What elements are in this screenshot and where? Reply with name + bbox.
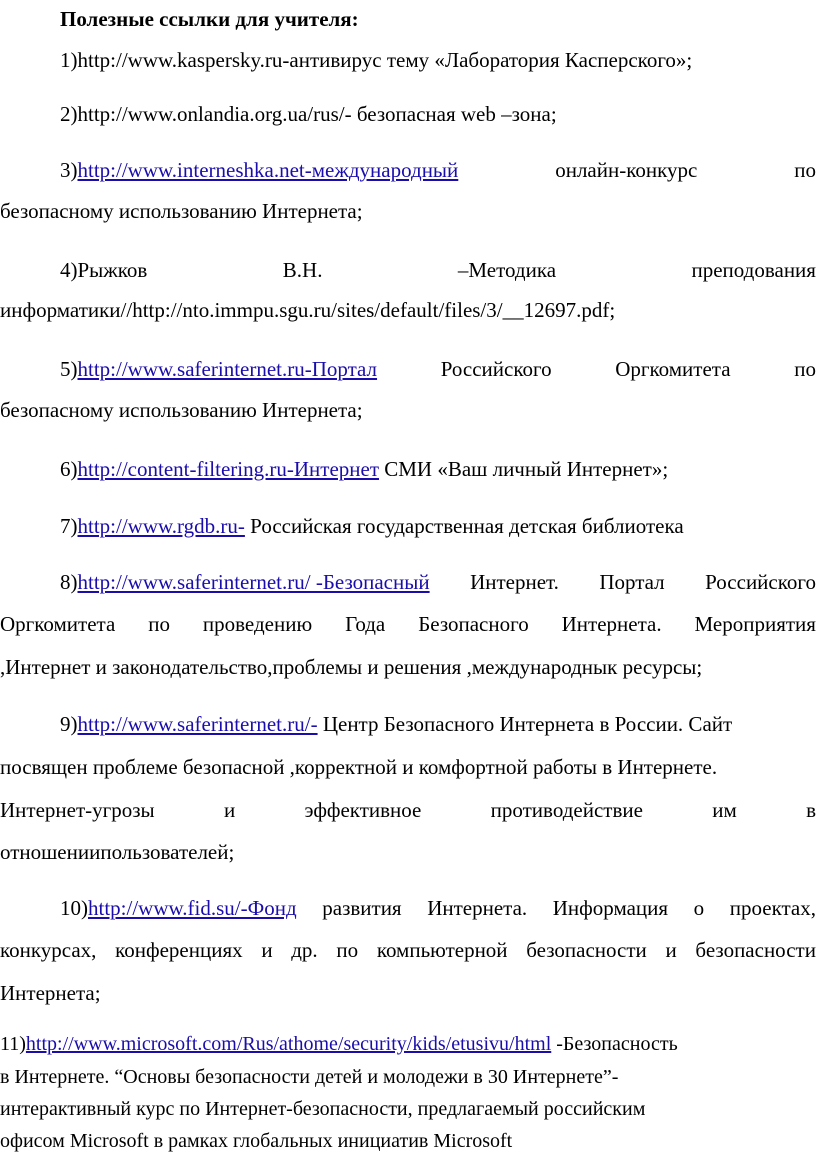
link-saferinternet-safe[interactable]: http://www.saferinternet.ru/ -Безопасный: [77, 570, 430, 594]
list-item-8-line-3: ,Интернет и законодательство,проблемы и решения ,международнык ресурсы;: [0, 655, 703, 679]
link-microsoft[interactable]: http://www.microsoft.com/Rus/athome/security/kids/etusivu/html: [25, 1033, 552, 1055]
link-saferinternet-portal[interactable]: http://www.saferinternet.ru-Портал: [77, 357, 378, 381]
list-item-4-line-2: информатики//http://nto.immpu.sgu.ru/sites/default/files/3/__12697.pdf;: [0, 298, 616, 322]
list-item-3-line-1: 3)http://www.interneshka.net-международный онлайн-конкурс по: [0, 157, 816, 183]
list-item-1: 1)http://www.kaspersky.ru-антивирус тему «Лаборатория Касперского»;: [60, 48, 693, 72]
list-item-8-line-1: 8)http://www.saferinternet.ru/ -Безопасный Интернет. Портал Российского: [60, 570, 816, 594]
list-item-9-line-4: отношениипользователей;: [0, 840, 235, 864]
list-item-8-line-2: Оргкомитета по проведению Года Безопасного Интернета. Мероприятия: [0, 612, 816, 636]
list-item-6: 6)http://content-filtering.ru-Интернет СМИ «Ваш личный Интернет»;: [60, 457, 669, 481]
list-item-4-line-1: 4)Рыжков В.Н. –Методика преподования: [60, 258, 816, 282]
link-content-filtering[interactable]: http://content-filtering.ru-Интернет: [77, 457, 379, 481]
list-item-10-line-3: Интернета;: [0, 981, 101, 1005]
link-fid[interactable]: http://www.fid.su/-Фонд: [88, 896, 297, 920]
list-item-2: 2)http://www.onlandia.org.ua/rus/- безопасная web –зона;: [60, 102, 557, 126]
list-item-9-line-3: Интернет-угрозы и эффективное противодействие им в: [0, 798, 816, 822]
link-saferinternet-center[interactable]: http://www.saferinternet.ru/-: [77, 712, 318, 736]
list-item-5-line-2: безопасному использованию Интернета;: [0, 398, 363, 422]
list-item-11-line-2: в Интернете. “Основы безопасности детей и молодежи в 30 Интернете”-: [0, 1066, 619, 1088]
list-item-3-line-2: безопасному использованию Интернета;: [0, 199, 363, 223]
list-item-10-line-2: конкурсах, конференциях и др. по компьютерной безопасности и безопасности: [0, 938, 816, 962]
link-rgdb[interactable]: http://www.rgdb.ru-: [77, 514, 245, 538]
list-item-11-line-4: офисом Microsoft в рамках глобальных инициатив Microsoft: [0, 1130, 513, 1152]
list-item-9-line-1: 9)http://www.saferinternet.ru/- Центр Безопасного Интернета в России. Сайт: [60, 712, 733, 736]
link-interneshka[interactable]: http://www.interneshka.net-международный: [77, 158, 459, 182]
list-item-5-line-1: 5)http://www.saferinternet.ru-Портал Российского Оргкомитета по: [60, 357, 816, 381]
list-item-11-line-1: 11)http://www.microsoft.com/Rus/athome/security/kids/etusivu/html -Безопасность: [0, 1033, 678, 1055]
list-item-10-line-1: 10)http://www.fid.su/-Фонд развития Интернета. Информация о проектах,: [60, 896, 816, 920]
list-item-9-line-2: посвящен проблеме безопасной ,корректной и комфортной работы в Интернете.: [0, 755, 718, 779]
list-item-11-line-3: интерактивный курс по Интернет-безопасности, предлагаемый российским: [0, 1098, 646, 1120]
list-item-7: 7)http://www.rgdb.ru- Российская государственная детская библиотека: [60, 514, 684, 538]
list-item-3-head: 3)http://www.interneshka.net-международный: [60, 158, 459, 182]
page-title: Полезные ссылки для учителя:: [60, 7, 359, 31]
